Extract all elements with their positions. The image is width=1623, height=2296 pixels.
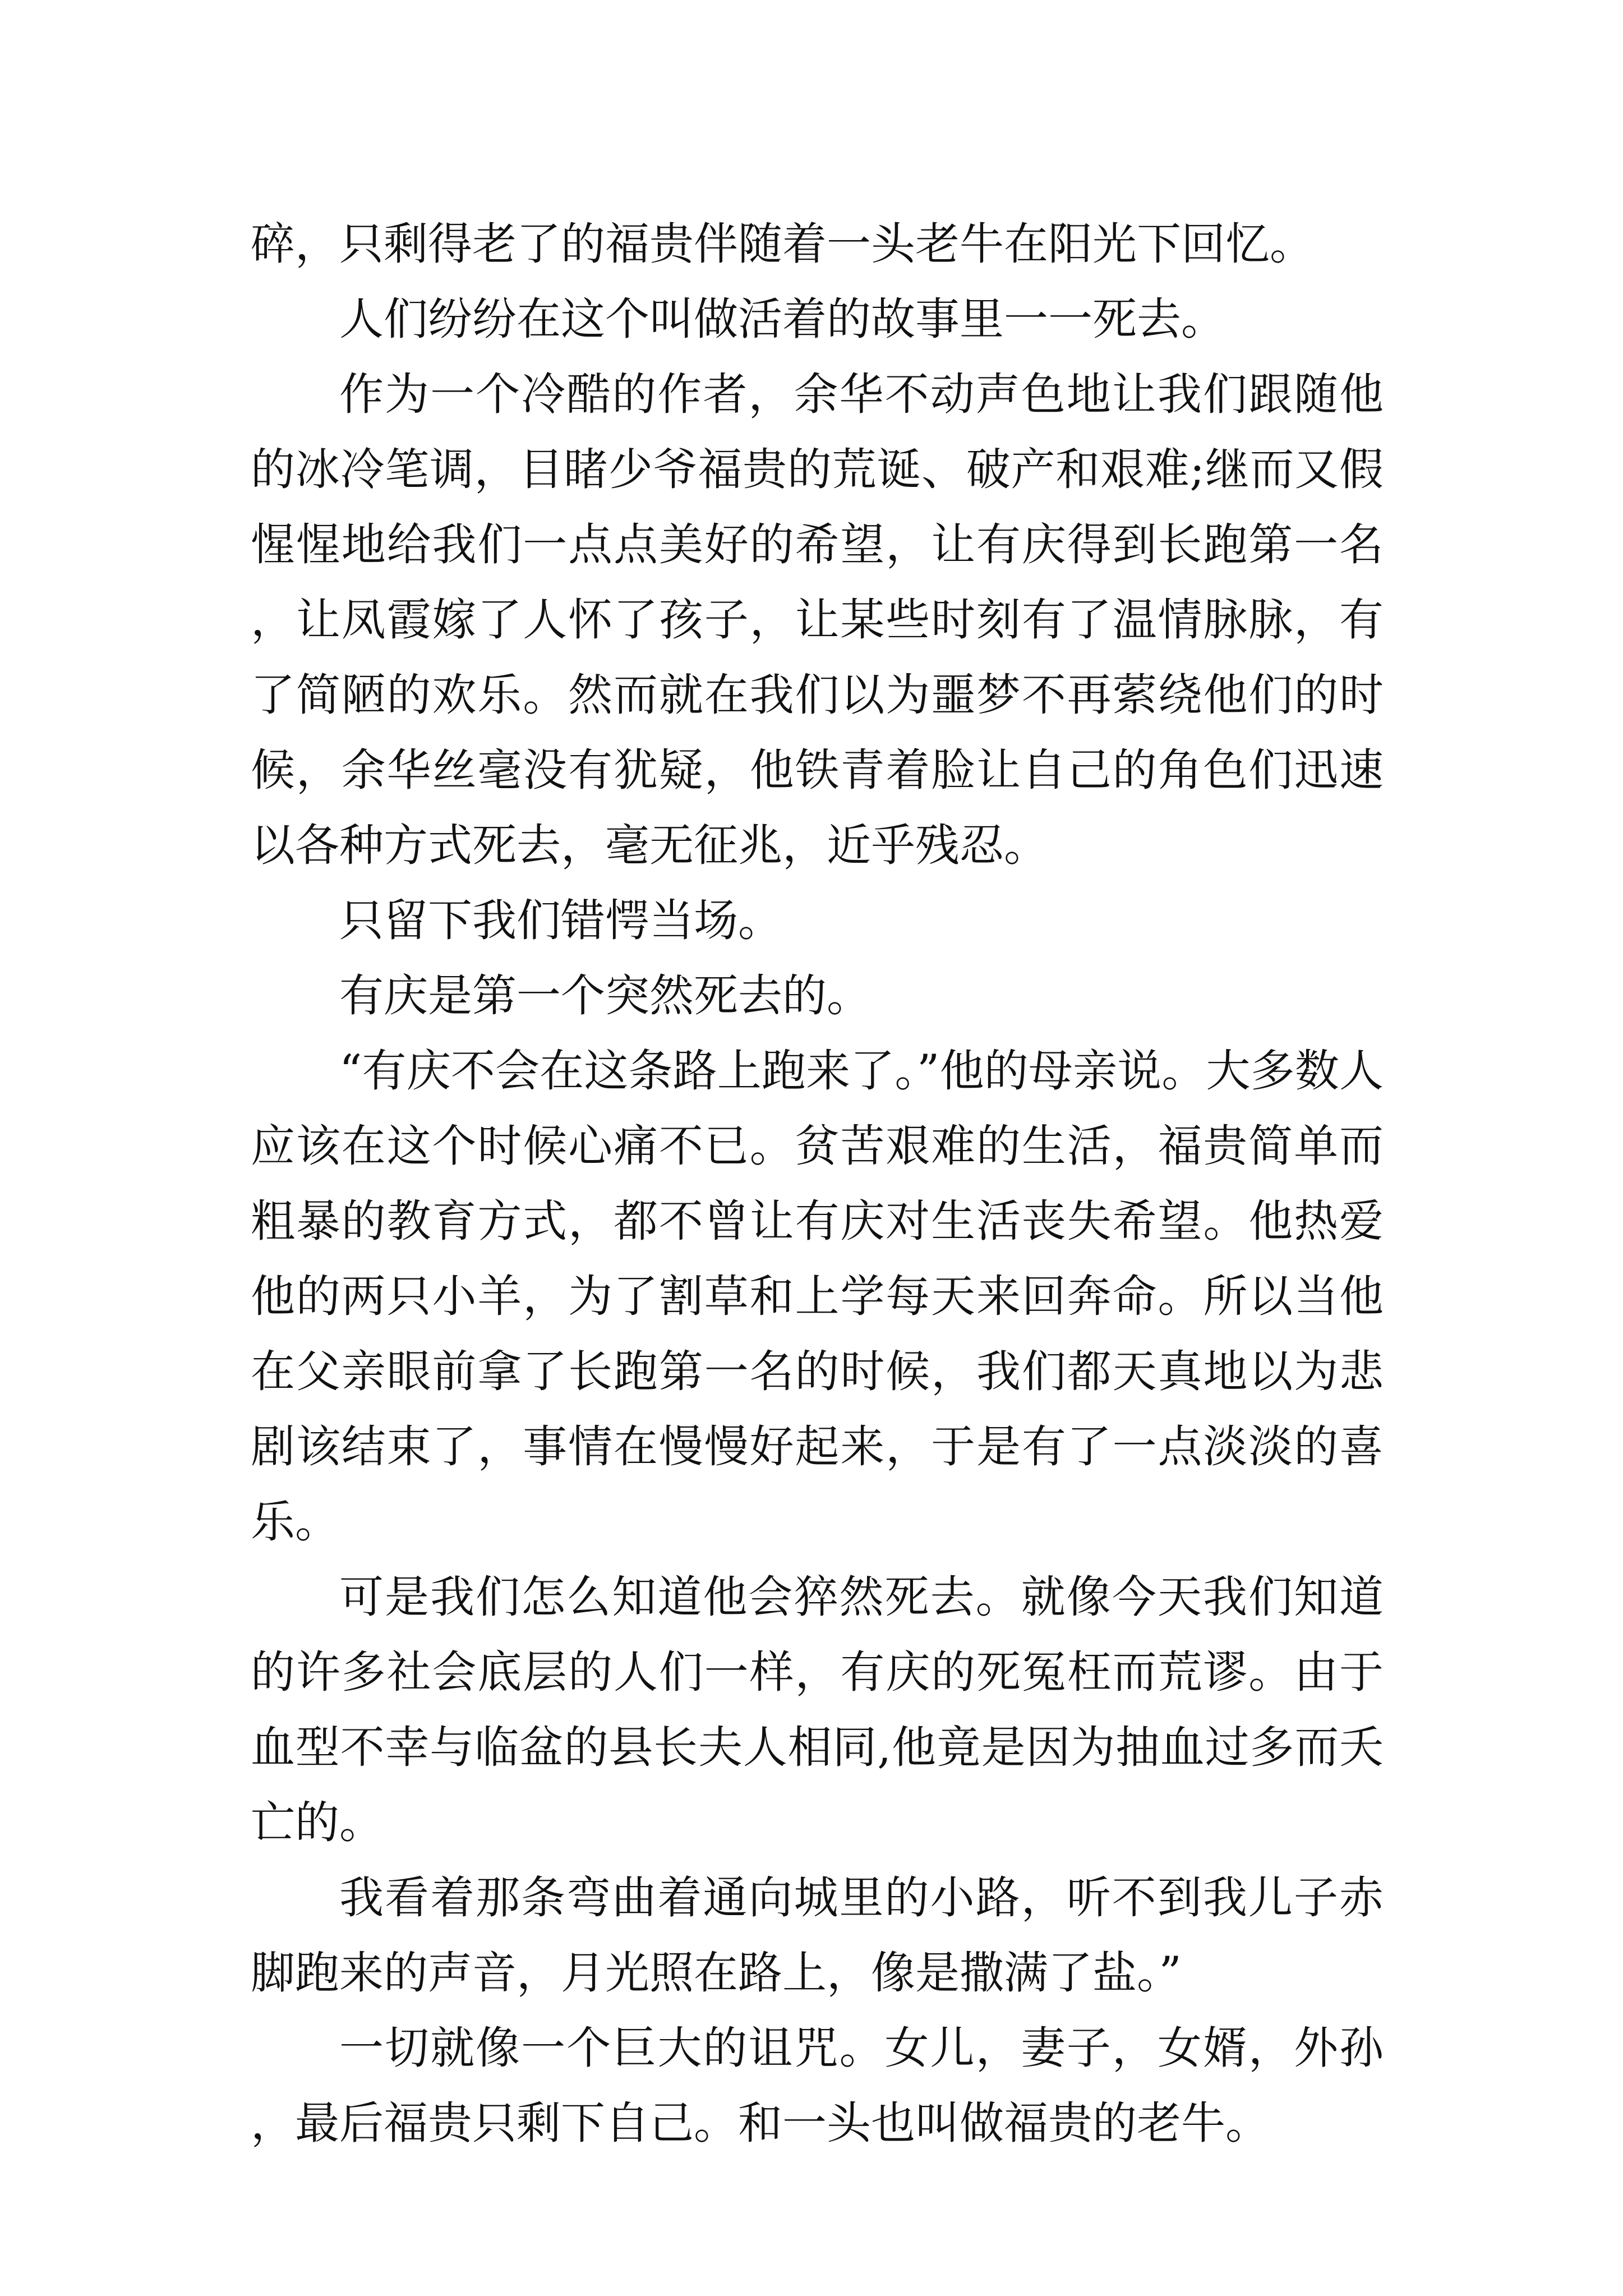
paragraph-3: 作为一个冷酷的作者，余华不动声色地让我们跟随他的冰冷笔调，目睹少爷福贵的荒诞、破产和艰难;继而又假惺惺地给我们一点点美好的希望，让有庆得到长跑第一名，让凤霞嫁了人怀了孩子，让某些时刻有了温情脉脉，有了简陋的欢乐。然而就在我们以为噩梦不再萦绕他们的时候，余华丝毫没有犹疑，他铁青着脸让自己的角色们迅速以各种方式死去，毫无征兆，近乎残忍。 (251, 369, 1384, 871)
paragraph-7: 可是我们怎么知道他会猝然死去。就像今天我们知道的许多社会底层的人们一样，有庆的死冤枉而荒谬。由于血型不幸与临盆的县长夫人相同,他竟是因为抽血过多而夭亡的。 (251, 1571, 1384, 1848)
paragraph-1: 碎，只剩得老了的福贵伴随着一头老牛在阳光下回忆。 (251, 218, 1314, 270)
paragraph-5: 有庆是第一个突然死去的。 (339, 970, 871, 1022)
paragraph-4: 只留下我们错愕当场。 (339, 895, 782, 946)
paragraph-2: 人们纷纷在这个叫做活着的故事里一一死去。 (339, 293, 1225, 345)
paragraph-6: “有庆不会在这条路上跑来了。”他的母亲说。大多数人应该在这个时候心痛不已。贫苦艰难的生活，福贵简单而粗暴的教育方式，都不曾让有庆对生活丧失希望。他热爱他的两只小羊，为了割草和上学每天来回奔命。所以当他在父亲眼前拿了长跑第一名的时候，我们都天真地以为悲剧该结束了，事情在慢慢好起来，于是有了一点淡淡的喜乐。 (251, 1045, 1384, 1548)
paragraph-8: 我看着那条弯曲着通向城里的小路，听不到我儿子赤脚跑来的声音，月光照在路上，像是撒满了盐。” (251, 1872, 1384, 1999)
paragraph-9: 一切就像一个巨大的诅咒。女儿，妻子，女婿，外孙，最后福贵只剩下自己。和一头也叫做福贵的老牛。 (251, 2022, 1384, 2149)
body-text (251, 206, 1384, 2161)
